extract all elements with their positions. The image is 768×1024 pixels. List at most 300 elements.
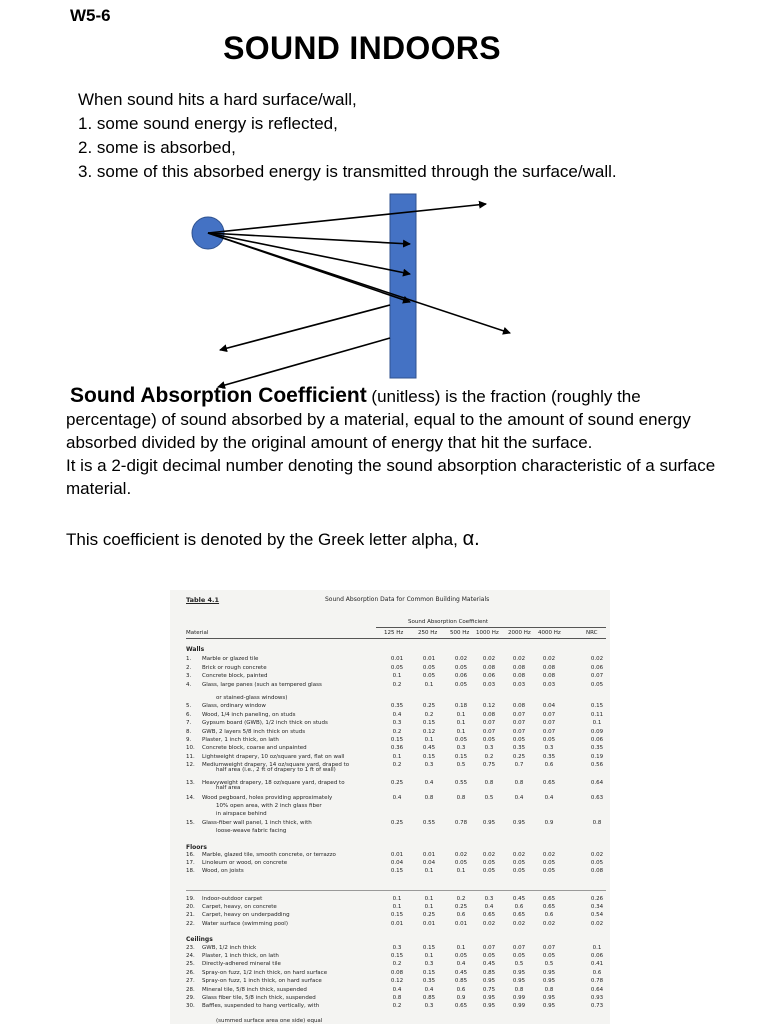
row-number: 14.	[186, 795, 195, 801]
absorption-table-scan	[170, 590, 610, 1024]
intro-line: 1. some sound energy is reflected,	[78, 114, 338, 133]
row-nrc: 0.73	[590, 1003, 604, 1009]
row-coefficient: 0.01	[390, 656, 404, 662]
table-row	[186, 1003, 606, 1011]
row-coefficient: 0.4	[424, 987, 434, 993]
ray-reflected	[218, 338, 390, 387]
row-coefficient: 0.5	[514, 961, 524, 967]
row-nrc: 0.26	[590, 896, 604, 902]
row-coefficient: 0.55	[454, 780, 468, 786]
row-coefficient: 0.65	[512, 912, 526, 918]
row-coefficient: 0.95	[512, 820, 526, 826]
alpha-symbol: α.	[462, 528, 480, 550]
header-freq: 500 Hz	[450, 630, 470, 636]
row-coefficient: 0.8	[424, 795, 434, 801]
row-material: Wood pegboard, holes providing approximately	[202, 795, 333, 801]
row-number: 15.	[186, 820, 195, 826]
row-coefficient: 0.02	[454, 656, 468, 662]
row-coefficient: 0.15	[390, 912, 404, 918]
row-nrc: 0.06	[590, 665, 604, 671]
row-coefficient: 0.8	[392, 995, 402, 1001]
row-nrc: 0.78	[590, 978, 604, 984]
row-coefficient: 0.02	[542, 921, 556, 927]
row-coefficient: 0.03	[482, 682, 496, 688]
row-coefficient: 0.36	[390, 745, 404, 751]
header-freq: 250 Hz	[418, 630, 438, 636]
row-coefficient: 0.25	[390, 820, 404, 826]
row-material: Gypsum board (GWB), 1/2 inch thick on studs	[202, 720, 328, 726]
row-coefficient: 0.05	[482, 860, 496, 866]
row-coefficient: 0.08	[482, 712, 496, 718]
row-coefficient: 0.15	[422, 970, 436, 976]
row-material: Linoleum or wood, on concrete	[202, 860, 288, 866]
row-material: Baffles, suspended to hang vertically, with	[202, 1003, 320, 1009]
row-number: 19.	[186, 896, 195, 902]
row-number: 1.	[186, 656, 192, 662]
row-material: Plaster, 1 inch thick, on lath	[202, 953, 279, 959]
row-material: Wood, on joists	[202, 868, 244, 874]
row-coefficient: 0.01	[422, 852, 436, 858]
row-coefficient: 0.1	[392, 673, 402, 679]
alpha-note	[66, 528, 480, 551]
row-nrc: 0.6	[592, 970, 602, 976]
row-coefficient: 0.95	[542, 978, 556, 984]
row-coefficient: 0.4	[544, 795, 554, 801]
row-number: 26.	[186, 970, 195, 976]
row-coefficient: 0.07	[542, 720, 556, 726]
table-row	[186, 795, 606, 803]
row-material: Mediumweight drapery, 14 oz/square yard, draped to	[202, 762, 350, 768]
row-coefficient: 0.07	[542, 945, 556, 951]
row-coefficient: 0.3	[456, 745, 466, 751]
row-coefficient: 0.6	[544, 912, 554, 918]
row-coefficient: 0.95	[512, 978, 526, 984]
slide-id: W5-6	[70, 6, 111, 25]
ray-transmitted	[208, 233, 510, 333]
row-coefficient: 0.8	[544, 987, 554, 993]
row-coefficient: 0.08	[512, 703, 526, 709]
row-nrc: 0.02	[590, 921, 604, 927]
row-material: Marble, glazed tile, smooth concrete, or terrazzo	[202, 852, 336, 858]
row-nrc: 0.19	[590, 754, 604, 760]
table-row	[186, 754, 606, 762]
row-coefficient: 0.02	[454, 852, 468, 858]
table-row	[186, 904, 606, 912]
row-coefficient: 0.95	[542, 970, 556, 976]
row-coefficient: 0.05	[542, 737, 556, 743]
row-coefficient: 0.1	[456, 712, 466, 718]
row-coefficient: 0.3	[424, 762, 434, 768]
row-coefficient: 0.55	[422, 820, 436, 826]
row-coefficient: 0.6	[456, 987, 466, 993]
table-row	[186, 762, 606, 770]
row-material: Plaster, 1 inch thick, on lath	[202, 737, 279, 743]
row-coefficient: 0.85	[422, 995, 436, 1001]
intro-line: 3. some of this absorbed energy is transmitted through the surface/wall.	[78, 162, 617, 181]
table-row	[186, 665, 606, 673]
row-coefficient: 0.85	[454, 978, 468, 984]
row-coefficient: 0.08	[512, 665, 526, 671]
row-material: Carpet, heavy, on concrete	[202, 904, 277, 910]
row-coefficient: 0.95	[512, 970, 526, 976]
row-number: 10.	[186, 745, 195, 751]
row-coefficient: 0.2	[392, 1003, 402, 1009]
row-coefficient: 0.78	[454, 820, 468, 826]
row-coefficient: 0.8	[514, 987, 524, 993]
row-nrc: 0.64	[590, 987, 604, 993]
row-coefficient: 0.05	[482, 953, 496, 959]
row-coefficient: 0.95	[542, 995, 556, 1001]
row-material: Wood, 1/4 inch paneling, on studs	[202, 712, 296, 718]
row-coefficient: 0.07	[482, 720, 496, 726]
row-coefficient: 0.02	[542, 852, 556, 858]
row-material: Spray-on fuzz, 1/2 inch thick, on hard surface	[202, 970, 328, 976]
row-coefficient: 0.4	[514, 795, 524, 801]
row-material: Brick or rough concrete	[202, 665, 267, 671]
row-coefficient: 0.05	[542, 860, 556, 866]
row-number: 9.	[186, 737, 192, 743]
row-coefficient: 0.4	[424, 780, 434, 786]
row-nrc: 0.56	[590, 762, 604, 768]
row-nrc: 0.06	[590, 737, 604, 743]
row-coefficient: 0.65	[542, 896, 556, 902]
row-number: 12.	[186, 762, 195, 768]
row-coefficient: 0.35	[542, 754, 556, 760]
row-coefficient: 0.05	[454, 665, 468, 671]
intro-line: When sound hits a hard surface/wall,	[78, 90, 357, 109]
row-coefficient: 0.01	[422, 656, 436, 662]
row-number: 3.	[186, 673, 192, 679]
row-coefficient: 0.05	[390, 665, 404, 671]
row-material: GWB, 2 layers 5/8 inch thick on studs	[202, 729, 306, 735]
row-coefficient: 0.05	[454, 737, 468, 743]
row-nrc: 0.1	[592, 945, 602, 951]
row-coefficient: 0.4	[456, 961, 466, 967]
table-row	[186, 820, 606, 828]
table-row	[186, 912, 606, 920]
row-coefficient: 0.02	[482, 921, 496, 927]
row-continuation: half area (i.e., 2 ft of drapery to 1 ft of wall)	[216, 767, 336, 773]
row-coefficient: 0.3	[484, 896, 494, 902]
header-nrc: NRC	[586, 630, 598, 636]
coefficient-definition	[66, 384, 736, 500]
row-coefficient: 0.07	[542, 712, 556, 718]
row-nrc: 0.34	[590, 904, 604, 910]
row-material: Carpet, heavy on underpadding	[202, 912, 290, 918]
row-number: 4.	[186, 682, 192, 688]
header-freq: 1000 Hz	[476, 630, 499, 636]
row-nrc: 0.54	[590, 912, 604, 918]
header-freq: 2000 Hz	[508, 630, 531, 636]
table-title: Sound Absorption Data for Common Building Materials	[325, 596, 490, 603]
table-row	[186, 712, 606, 720]
row-coefficient: 0.1	[456, 729, 466, 735]
row-coefficient: 0.95	[542, 1003, 556, 1009]
row-coefficient: 0.07	[512, 720, 526, 726]
section-floors: Floors	[186, 844, 207, 851]
row-coefficient: 0.8	[514, 780, 524, 786]
table-row	[186, 729, 606, 737]
row-coefficient: 0.3	[392, 720, 402, 726]
row-coefficient: 0.45	[482, 961, 496, 967]
row-material: Water surface (swimming pool)	[202, 921, 288, 927]
row-coefficient: 0.05	[482, 737, 496, 743]
row-coefficient: 0.02	[512, 656, 526, 662]
row-coefficient: 0.05	[454, 860, 468, 866]
row-coefficient: 0.25	[454, 904, 468, 910]
alpha-text: This coefficient is denoted by the Greek letter alpha,	[66, 530, 463, 549]
row-coefficient: 0.15	[390, 737, 404, 743]
ray-reflected	[220, 305, 390, 350]
section-ceilings: Ceilings	[186, 936, 213, 943]
row-coefficient: 0.04	[542, 703, 556, 709]
row-material: Glass fiber tile, 5/8 inch thick, suspended	[202, 995, 316, 1001]
table-row	[186, 978, 606, 986]
row-continuation: in airspace behind	[216, 811, 267, 817]
row-coefficient: 0.2	[424, 712, 434, 718]
row-coefficient: 0.12	[422, 729, 436, 735]
row-coefficient: 0.6	[544, 762, 554, 768]
row-coefficient: 0.5	[456, 762, 466, 768]
section-walls: Walls	[186, 646, 205, 653]
table-caption: Table 4.1	[186, 596, 220, 604]
row-coefficient: 0.6	[514, 904, 524, 910]
row-coefficient: 0.03	[542, 682, 556, 688]
header-freq: 4000 Hz	[538, 630, 561, 636]
row-coefficient: 0.2	[392, 729, 402, 735]
row-coefficient: 0.07	[512, 945, 526, 951]
row-coefficient: 0.08	[390, 970, 404, 976]
row-coefficient: 0.04	[390, 860, 404, 866]
row-coefficient: 0.15	[422, 945, 436, 951]
row-coefficient: 0.3	[484, 745, 494, 751]
row-coefficient: 0.02	[482, 852, 496, 858]
row-coefficient: 0.08	[482, 665, 496, 671]
row-coefficient: 0.8	[456, 795, 466, 801]
row-coefficient: 0.02	[542, 656, 556, 662]
row-coefficient: 0.4	[392, 795, 402, 801]
row-coefficient: 0.1	[456, 868, 466, 874]
row-coefficient: 0.1	[456, 945, 466, 951]
row-material: Glass-fiber wall panel, 1 inch thick, with	[202, 820, 312, 826]
row-coefficient: 0.05	[542, 868, 556, 874]
row-coefficient: 0.05	[512, 868, 526, 874]
row-coefficient: 0.05	[482, 868, 496, 874]
row-material: GWB, 1/2 inch thick	[202, 945, 257, 951]
row-nrc: 0.05	[590, 682, 604, 688]
row-material: Glass, large panes (such as tempered glass	[202, 682, 322, 688]
table-row	[186, 860, 606, 868]
header-freq: 125 Hz	[384, 630, 404, 636]
row-coefficient: 0.15	[422, 754, 436, 760]
row-coefficient: 0.35	[390, 703, 404, 709]
row-nrc: 0.35	[590, 745, 604, 751]
row-nrc: 0.41	[590, 961, 604, 967]
row-number: 30.	[186, 1003, 195, 1009]
row-coefficient: 0.95	[482, 1003, 496, 1009]
row-coefficient: 0.01	[422, 921, 436, 927]
table-row	[186, 970, 606, 978]
row-coefficient: 0.1	[392, 896, 402, 902]
row-coefficient: 0.2	[392, 682, 402, 688]
table-row	[186, 682, 606, 690]
table-group-header: Sound Absorption Coefficient	[408, 619, 489, 625]
row-coefficient: 0.15	[390, 868, 404, 874]
row-nrc: 0.08	[590, 868, 604, 874]
row-coefficient: 0.1	[424, 953, 434, 959]
row-coefficient: 0.95	[482, 978, 496, 984]
row-continuation: 10% open area, with 2 inch glass fiber	[216, 803, 322, 809]
row-coefficient: 0.07	[482, 945, 496, 951]
row-continuation: (summed surface area one side) equal	[216, 1018, 323, 1024]
row-number: 6.	[186, 712, 192, 718]
row-material: Mineral tile, 5/8 inch thick, suspended	[202, 987, 307, 993]
table-row	[186, 987, 606, 995]
row-coefficient: 0.02	[482, 656, 496, 662]
row-coefficient: 0.08	[512, 673, 526, 679]
row-coefficient: 0.2	[392, 762, 402, 768]
table-row	[186, 703, 606, 711]
row-coefficient: 0.05	[454, 682, 468, 688]
coefficient-text-2: It is a 2-digit decimal number denoting the sound absorption characteristic of a surface material.	[66, 456, 716, 498]
row-coefficient: 0.05	[512, 953, 526, 959]
row-nrc: 0.02	[590, 656, 604, 662]
row-nrc: 0.05	[590, 860, 604, 866]
row-continuation: or stained-glass windows)	[216, 695, 288, 701]
row-coefficient: 0.45	[512, 896, 526, 902]
row-number: 24.	[186, 953, 195, 959]
row-material: Concrete block, coarse and unpainted	[202, 745, 307, 751]
header-material: Material	[186, 630, 209, 636]
row-nrc: 0.1	[592, 720, 602, 726]
table-row	[186, 896, 606, 904]
row-coefficient: 0.35	[422, 978, 436, 984]
row-coefficient: 0.3	[544, 745, 554, 751]
row-coefficient: 0.9	[544, 820, 554, 826]
row-number: 20.	[186, 904, 195, 910]
row-coefficient: 0.02	[512, 921, 526, 927]
row-coefficient: 0.2	[484, 754, 494, 760]
row-coefficient: 0.07	[482, 729, 496, 735]
table-row	[186, 745, 606, 753]
row-coefficient: 0.1	[392, 904, 402, 910]
row-coefficient: 0.15	[390, 953, 404, 959]
row-number: 16.	[186, 852, 195, 858]
row-coefficient: 0.15	[422, 720, 436, 726]
table-row	[186, 780, 606, 788]
row-coefficient: 0.12	[482, 703, 496, 709]
row-number: 17.	[186, 860, 195, 866]
row-material: Heavyweight drapery, 18 oz/square yard, draped to	[202, 780, 345, 786]
row-material: Glass, ordinary window	[202, 703, 266, 709]
row-coefficient: 0.25	[422, 703, 436, 709]
row-coefficient: 0.3	[424, 961, 434, 967]
row-coefficient: 0.05	[422, 665, 436, 671]
table-row	[186, 953, 606, 961]
row-coefficient: 0.2	[456, 896, 466, 902]
row-coefficient: 0.65	[482, 912, 496, 918]
row-coefficient: 0.4	[392, 712, 402, 718]
table-row	[186, 945, 606, 953]
row-coefficient: 0.08	[542, 665, 556, 671]
sound-reflection-diagram	[180, 190, 520, 390]
row-coefficient: 0.1	[392, 754, 402, 760]
row-coefficient: 0.45	[454, 970, 468, 976]
table-row	[186, 656, 606, 664]
row-material: Spray-on fuzz, 1 inch thick, on hard surface	[202, 978, 322, 984]
row-coefficient: 0.03	[512, 682, 526, 688]
row-coefficient: 0.05	[422, 673, 436, 679]
unitless-note: (unitless)	[366, 387, 441, 406]
intro-text	[78, 88, 617, 184]
row-number: 11.	[186, 754, 195, 760]
wall	[390, 194, 416, 378]
row-coefficient: 0.02	[512, 852, 526, 858]
row-nrc: 0.63	[590, 795, 604, 801]
row-number: 28.	[186, 987, 195, 993]
row-nrc: 0.02	[590, 852, 604, 858]
row-coefficient: 0.08	[542, 673, 556, 679]
row-coefficient: 0.18	[454, 703, 468, 709]
intro-line: 2. some is absorbed,	[78, 138, 236, 157]
row-coefficient: 0.4	[392, 987, 402, 993]
coefficient-text: is the fraction (roughly the percentage) of sound absorbed by a material, equal to the amount of sound energy absorbed divided by the original amount of energy that hit the surface.	[66, 387, 691, 452]
row-coefficient: 0.1	[424, 868, 434, 874]
row-nrc: 0.06	[590, 953, 604, 959]
row-number: 29.	[186, 995, 195, 1001]
row-coefficient: 0.1	[424, 682, 434, 688]
table-row	[186, 673, 606, 681]
row-coefficient: 0.65	[542, 780, 556, 786]
table-row	[186, 921, 606, 929]
row-number: 25.	[186, 961, 195, 967]
row-coefficient: 0.01	[454, 921, 468, 927]
row-coefficient: 0.05	[454, 953, 468, 959]
row-coefficient: 0.05	[512, 860, 526, 866]
row-coefficient: 0.5	[484, 795, 494, 801]
row-coefficient: 0.95	[482, 820, 496, 826]
row-material: Indoor-outdoor carpet	[202, 896, 263, 902]
table-row	[186, 995, 606, 1003]
row-nrc: 0.64	[590, 780, 604, 786]
row-coefficient: 0.75	[482, 987, 496, 993]
table-row	[186, 737, 606, 745]
row-coefficient: 0.6	[456, 912, 466, 918]
row-material: Directly-adhered mineral tile	[202, 961, 281, 967]
row-coefficient: 0.25	[390, 780, 404, 786]
row-coefficient: 0.1	[424, 737, 434, 743]
row-coefficient: 0.06	[482, 673, 496, 679]
row-nrc: 0.8	[592, 820, 602, 826]
table-row	[186, 961, 606, 969]
row-number: 2.	[186, 665, 192, 671]
row-coefficient: 0.07	[512, 729, 526, 735]
row-coefficient: 0.95	[482, 995, 496, 1001]
row-coefficient: 0.12	[390, 978, 404, 984]
row-coefficient: 0.1	[456, 720, 466, 726]
row-nrc: 0.07	[590, 673, 604, 679]
row-nrc: 0.93	[590, 995, 604, 1001]
row-coefficient: 0.01	[390, 852, 404, 858]
row-number: 8.	[186, 729, 192, 735]
row-coefficient: 0.05	[512, 737, 526, 743]
row-number: 13.	[186, 780, 195, 786]
row-coefficient: 0.65	[542, 904, 556, 910]
row-coefficient: 0.3	[424, 1003, 434, 1009]
row-number: 7.	[186, 720, 192, 726]
row-coefficient: 0.1	[424, 904, 434, 910]
table-row	[186, 720, 606, 728]
